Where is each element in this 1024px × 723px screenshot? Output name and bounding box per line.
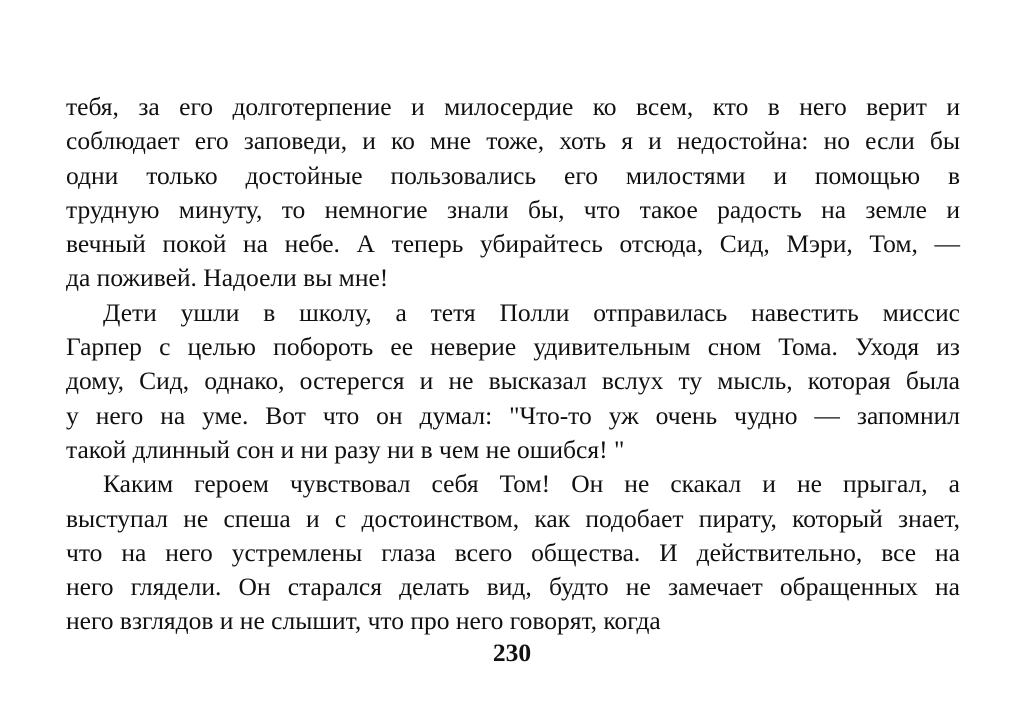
text-line: дому, Сид, однако, остерегся и не высказал вслух ту мысль, которая была	[66, 366, 960, 396]
text-line: вечный покой на небе. А теперь убирайтесь отсюда, Сид, Мэри, Том, —	[66, 229, 960, 259]
text-line: одни только достойные пользовались его милостями и помощью в	[66, 160, 960, 190]
text-line: Гарпер с целью побороть ее неверие удивительным сном Тома. Уходя из	[66, 332, 960, 362]
text-line: да поживей. Надоели вы мне!	[66, 263, 389, 293]
text-line: него взглядов и не слышит, что про него говорят, когда	[66, 606, 661, 636]
text-line: тебя, за его долготерпение и милосердие ко всем, кто в него верит и	[66, 92, 960, 121]
text-line: такой длинный сон и ни разу ни в чем не ошибся! "	[66, 434, 625, 464]
page-number: 230	[492, 638, 532, 667]
text-line: трудную минуту, то немногие знали бы, что такое радость на земле и	[66, 194, 960, 224]
text-line: выступал не спеша и с достоинством, как подобает пирату, который знает,	[66, 503, 960, 533]
text-line: что на него устремлены глаза всего общества. И действительно, все на	[66, 537, 960, 567]
paragraph-first-line: Каким героем чувствовал себя Том! Он не скакал и не прыгал, а	[103, 469, 960, 499]
paragraph-first-line: Дети ушли в школу, а тетя Полли отправилась навестить миссис	[103, 297, 960, 327]
text-line: соблюдает его заповеди, и ко мне тоже, хоть я и недостойна: но если бы	[66, 126, 960, 156]
body-text	[66, 90, 960, 639]
text-line: него глядели. Он старался делать вид, будто не замечает обращенных на	[66, 572, 960, 602]
text-line: у него на уме. Вот что он думал: "Что-то уж очень чудно — запомнил	[66, 400, 960, 430]
